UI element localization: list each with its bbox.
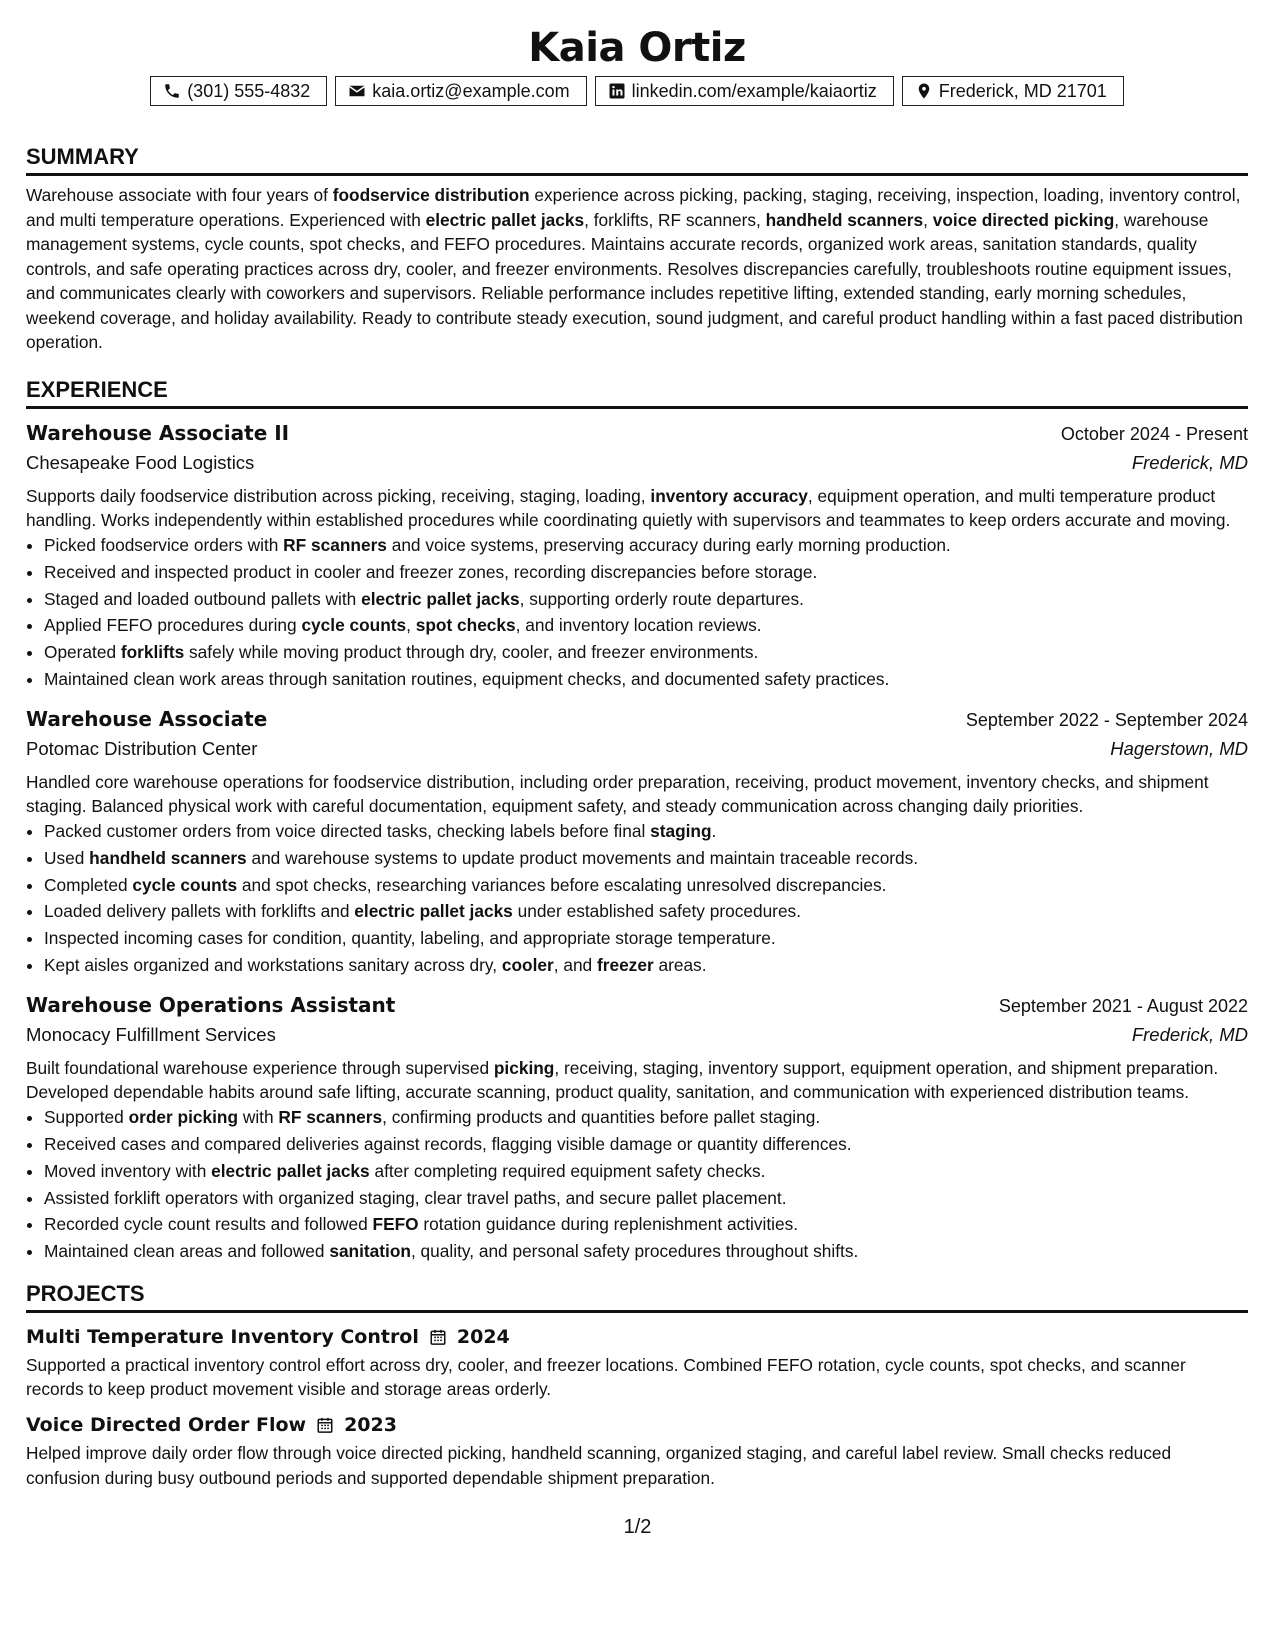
keyword-bold: handheld scanners bbox=[89, 847, 247, 868]
map-pin-icon bbox=[915, 82, 933, 100]
job-header bbox=[26, 705, 1248, 734]
job-entry bbox=[26, 705, 1248, 979]
bullet-item bbox=[44, 532, 1248, 559]
job-subheader bbox=[26, 1020, 1248, 1050]
job-dates: September 2021 - August 2022 bbox=[998, 995, 1248, 1016]
job-title: Warehouse Associate II bbox=[26, 420, 290, 445]
text-run: and spot checks, researching variances before escalating unresolved discrepancies. bbox=[237, 874, 887, 895]
text-run: under established safety procedures. bbox=[512, 901, 801, 922]
text-run: Applied FEFO procedures during bbox=[44, 615, 302, 636]
company-name: Potomac Distribution Center bbox=[26, 737, 258, 759]
text-run: Kept aisles organized and workstations sanitary across dry, bbox=[44, 955, 502, 976]
text-run: , equipment operation, and multi temperature product handling. Works independently within established procedures while coordinating quietly with supervisors and teammates to keep orders accurate and moving. bbox=[26, 485, 1231, 530]
phone-text: (301) 555-4832 bbox=[187, 81, 311, 101]
text-run: Inspected incoming cases for condition, quantity, labeling, and appropriate storage temperature. bbox=[44, 928, 776, 949]
project-title: Voice Directed Order Flow bbox=[26, 1414, 307, 1437]
project-description: Helped improve daily order flow through voice directed picking, handheld scanning, organized staging, and careful label review. Small checks reduced confusion during busy outbound periods and supported dependable shipment preparation. bbox=[26, 1443, 1172, 1488]
job-location: Frederick, MD bbox=[1131, 451, 1248, 473]
text-run: Moved inventory with bbox=[44, 1160, 212, 1181]
job-header bbox=[26, 419, 1248, 448]
text-run: Received and inspected product in cooler and freezer zones, recording discrepancies before storage. bbox=[44, 561, 818, 582]
text-run: Supported bbox=[44, 1107, 129, 1128]
keyword-bold: staging bbox=[650, 821, 712, 842]
projects-heading: PROJECTS bbox=[26, 1281, 1248, 1313]
job-title: Warehouse Associate bbox=[26, 706, 268, 731]
text-run: and voice systems, preserving accuracy during early morning production. bbox=[386, 534, 951, 555]
job-bullets bbox=[26, 532, 1248, 693]
text-run: Assisted forklift operators with organized staging, clear travel paths, and secure pallet placement. bbox=[44, 1187, 787, 1208]
resume-page bbox=[26, 0, 1248, 1490]
text-run: Received cases and compared deliveries against records, flagging visible damage or quantity differences. bbox=[44, 1134, 852, 1155]
bullet-item bbox=[44, 559, 1248, 586]
bullet-item bbox=[44, 925, 1248, 952]
text-run: Picked foodservice orders with bbox=[44, 534, 284, 555]
bullet-item bbox=[44, 1211, 1248, 1238]
bullet-item bbox=[44, 952, 1248, 979]
bullet-item bbox=[44, 1131, 1248, 1158]
text-run: safely while moving product through dry, cooler, and freezer environments. bbox=[184, 642, 759, 663]
project-list bbox=[26, 1323, 1248, 1490]
bullet-item bbox=[44, 639, 1248, 666]
linkedin-chip[interactable] bbox=[595, 76, 894, 106]
keyword-bold: voice directed picking bbox=[932, 209, 1115, 230]
bullet-item bbox=[44, 612, 1248, 639]
company-name: Chesapeake Food Logistics bbox=[26, 451, 255, 473]
keyword-bold: electric pallet jacks bbox=[211, 1160, 370, 1181]
keyword-bold: freezer bbox=[596, 955, 654, 976]
envelope-icon bbox=[348, 82, 366, 100]
text-run: Supports daily foodservice distribution across picking, receiving, staging, loading, bbox=[26, 485, 651, 506]
text-run: experience across picking, packing, staging, receiving, inspection, loading, inventory control, and multi temperature operations. Experienced with bbox=[26, 185, 1241, 230]
company-name: Monocacy Fulfillment Services bbox=[26, 1023, 276, 1045]
text-run: , quality, and personal safety procedures throughout shifts. bbox=[410, 1241, 859, 1262]
text-run: , forklifts, RF scanners, bbox=[584, 209, 766, 230]
calendar-icon bbox=[429, 1328, 447, 1346]
location-chip bbox=[902, 76, 1124, 106]
job-description bbox=[26, 770, 1248, 818]
text-run: with bbox=[238, 1107, 279, 1128]
keyword-bold: RF scanners bbox=[283, 534, 387, 555]
text-run: Recorded cycle count results and followed bbox=[44, 1214, 373, 1235]
calendar-icon bbox=[316, 1416, 334, 1434]
phone-icon bbox=[163, 82, 181, 100]
bullet-item bbox=[44, 586, 1248, 613]
contact-bar bbox=[26, 76, 1248, 106]
email-text: kaia.ortiz@example.com bbox=[372, 81, 570, 101]
keyword-bold: cycle counts bbox=[301, 615, 407, 636]
text-run: , receiving, staging, inventory support, equipment operation, and shipment preparation. Developed dependable habits around safe lifting, accurate scanning, product quality, sanitation, and communication with experienced distribution teams. bbox=[26, 1057, 1219, 1103]
linkedin-text: linkedin.com/example/kaiaortiz bbox=[631, 81, 877, 101]
text-run: areas. bbox=[653, 955, 707, 976]
candidate-name: Kaia Ortiz bbox=[528, 25, 746, 71]
project-header bbox=[26, 1411, 1248, 1439]
job-bullets bbox=[26, 818, 1248, 979]
project-description: Supported a practical inventory control effort across dry, cooler, and freezer locations. Combined FEFO rotation, cycle counts, spot checks, and scanner records to keep product movement visible and storage areas orderly. bbox=[26, 1355, 1186, 1400]
project-title: Multi Temperature Inventory Control bbox=[26, 1326, 419, 1349]
text-run: and warehouse systems to update product movements and maintain traceable records. bbox=[246, 847, 919, 868]
bullet-item bbox=[44, 1238, 1248, 1265]
text-run: Warehouse associate with four years of bbox=[26, 185, 333, 205]
text-run: after completing required equipment safety checks. bbox=[369, 1160, 766, 1181]
keyword-bold: RF scanners bbox=[278, 1107, 383, 1128]
bullet-item bbox=[44, 818, 1248, 845]
text-run: , and inventory location reviews. bbox=[515, 615, 762, 636]
keyword-bold: electric pallet jacks bbox=[354, 901, 513, 922]
bullet-item bbox=[44, 1185, 1248, 1212]
bullet-item bbox=[44, 1158, 1248, 1185]
text-run: Handled core warehouse operations for foodservice distribution, including order preparation, receiving, product movement, inventory checks, and shipment staging. Balanced physical work with careful documentation, equipment safety, and steady communication across changing daily priorities. bbox=[26, 771, 1209, 816]
text-run: , confirming products and quantities before pallet staging. bbox=[382, 1107, 821, 1128]
job-subheader bbox=[26, 734, 1248, 764]
job-title: Warehouse Operations Assistant bbox=[26, 992, 396, 1017]
project-header bbox=[26, 1323, 1248, 1351]
bullet-item bbox=[44, 845, 1248, 872]
keyword-bold: sanitation bbox=[329, 1241, 411, 1262]
keyword-bold: inventory accuracy bbox=[650, 485, 808, 506]
text-run: Loaded delivery pallets with forklifts and bbox=[44, 901, 355, 922]
keyword-bold: cycle counts bbox=[132, 874, 238, 895]
text-run: , supporting orderly route departures. bbox=[519, 588, 804, 609]
keyword-bold: handheld scanners bbox=[765, 209, 924, 230]
bullet-item bbox=[44, 666, 1248, 693]
summary-heading: SUMMARY bbox=[26, 144, 1248, 176]
text-run: Maintained clean work areas through sanitation routines, equipment checks, and documented safety practices. bbox=[44, 668, 890, 689]
phone-chip[interactable] bbox=[150, 76, 327, 106]
job-description bbox=[26, 1056, 1248, 1104]
project-entry bbox=[26, 1411, 1248, 1489]
project-entry bbox=[26, 1323, 1248, 1401]
keyword-bold: order picking bbox=[128, 1107, 239, 1128]
text-run: Built foundational warehouse experience through supervised bbox=[26, 1057, 494, 1078]
text-run: , bbox=[923, 209, 933, 230]
job-dates: October 2024 - Present bbox=[1060, 423, 1248, 444]
text-run: Maintained clean areas and followed bbox=[44, 1241, 330, 1262]
job-location: Hagerstown, MD bbox=[1110, 737, 1248, 759]
experience-list bbox=[26, 419, 1248, 1266]
job-description bbox=[26, 484, 1248, 532]
project-year: 2024 bbox=[456, 1326, 510, 1349]
bullet-item bbox=[44, 872, 1248, 899]
project-year: 2023 bbox=[344, 1414, 397, 1437]
job-location: Frederick, MD bbox=[1131, 1023, 1248, 1045]
text-run: Completed bbox=[44, 874, 133, 895]
page-number: 1/2 bbox=[623, 1516, 652, 1538]
job-header bbox=[26, 991, 1248, 1020]
job-dates: September 2022 - September 2024 bbox=[965, 709, 1248, 730]
keyword-bold: electric pallet jacks bbox=[425, 209, 585, 230]
text-run: , and bbox=[553, 955, 597, 976]
bullet-item bbox=[44, 898, 1248, 925]
text-run: Packed customer orders from voice directed tasks, checking labels before final bbox=[44, 821, 651, 842]
text-run: Operated bbox=[44, 642, 121, 663]
bullet-item bbox=[44, 1104, 1248, 1131]
job-subheader bbox=[26, 448, 1248, 478]
summary-text bbox=[26, 183, 1248, 355]
keyword-bold: foodservice distribution bbox=[332, 185, 530, 205]
job-entry bbox=[26, 991, 1248, 1265]
keyword-bold: FEFO bbox=[372, 1214, 419, 1235]
job-bullets bbox=[26, 1104, 1248, 1265]
text-run: rotation guidance during replenishment activities. bbox=[418, 1214, 799, 1235]
linkedin-icon bbox=[608, 82, 626, 100]
keyword-bold: forklifts bbox=[120, 642, 185, 663]
keyword-bold: spot checks bbox=[415, 615, 516, 636]
text-run: . bbox=[711, 821, 717, 842]
keyword-bold: picking bbox=[493, 1057, 555, 1078]
keyword-bold: electric pallet jacks bbox=[361, 588, 520, 609]
location-text: Frederick, MD 21701 bbox=[938, 81, 1107, 101]
text-run: , bbox=[406, 615, 416, 636]
experience-heading: EXPERIENCE bbox=[26, 377, 1248, 409]
text-run: Staged and loaded outbound pallets with bbox=[44, 588, 362, 609]
text-run: , warehouse management systems, cycle counts, spot checks, and FEFO procedures. Maintains accurate records, organized work areas, sanitation standards, quality controls, and safe operating practices across dry, cooler, and freezer environments. Resolves discrepancies carefully, troubleshoots routine equipment issues, and communicates clearly with coworkers and supervisors. Reliable performance includes repetitive lifting, extended standing, early morning schedules, weekend coverage, and holiday availability. Ready to contribute steady execution, sound judgment, and careful product handling within a fast paced distribution operation. bbox=[26, 209, 1243, 352]
keyword-bold: cooler bbox=[501, 955, 554, 976]
text-run: Used bbox=[44, 847, 90, 868]
job-entry bbox=[26, 419, 1248, 693]
email-chip[interactable] bbox=[335, 76, 586, 106]
